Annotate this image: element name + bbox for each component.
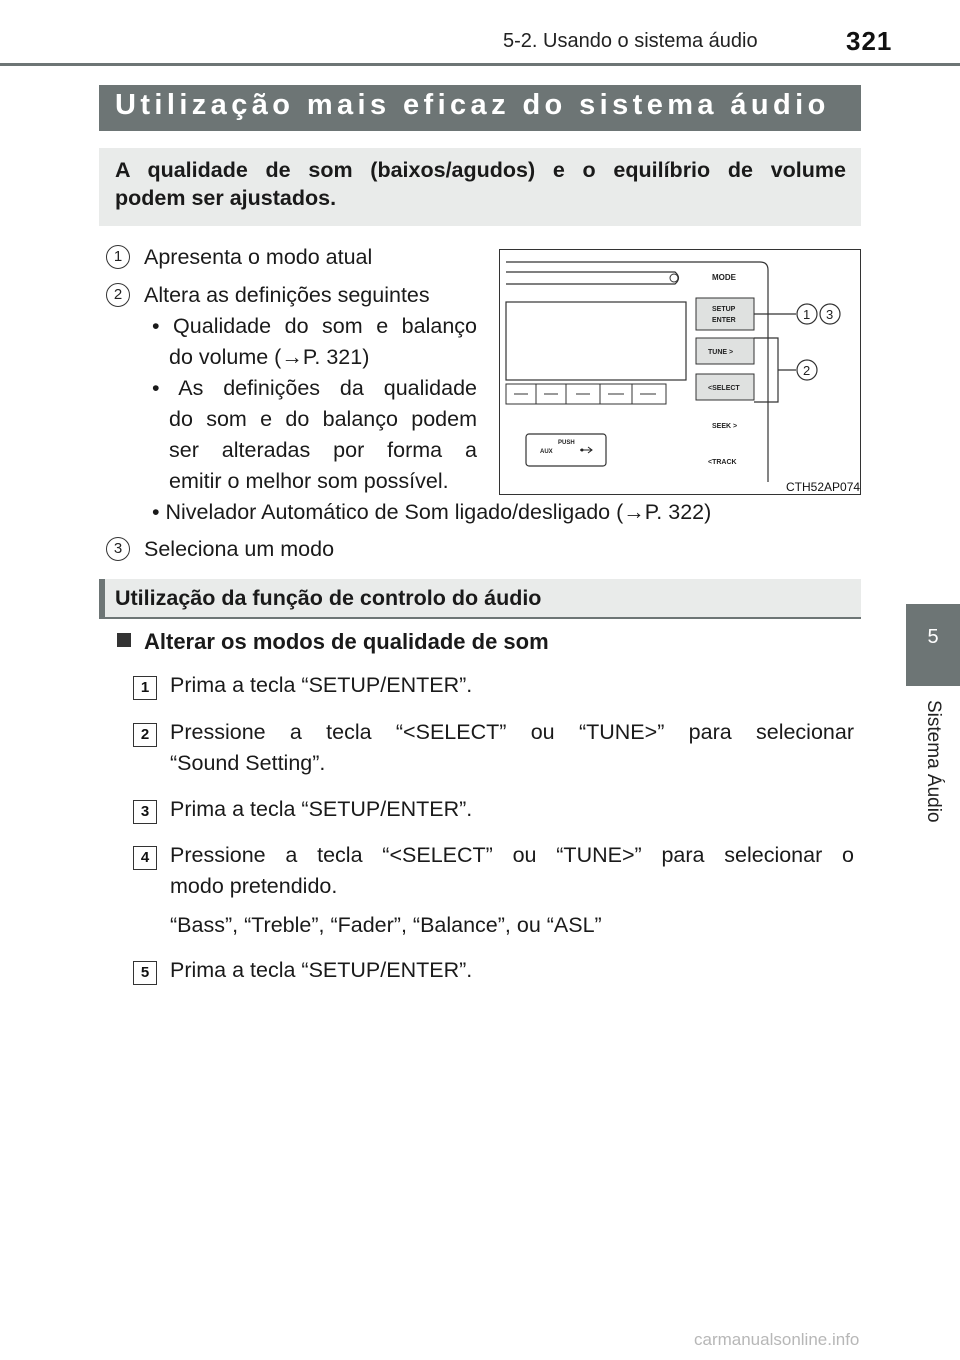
- watermark: carmanualsonline.info: [694, 1330, 860, 1349]
- track-button-label: <TRACK: [708, 459, 737, 466]
- aux-label: AUX: [540, 449, 553, 455]
- bullet-2-line-1: • As definições da qualidade: [152, 376, 477, 400]
- intro-line-2: podem ser ajustados.: [115, 186, 337, 210]
- section-heading: Alterar os modos de qualidade de som: [144, 629, 549, 654]
- step-number-5: 5: [133, 961, 157, 985]
- subheading-accent: [99, 579, 105, 619]
- bullet-1-line-1: • Qualidade do som e balanço: [152, 314, 477, 338]
- page-title: Utilização mais eficaz do sistema áudio: [115, 89, 830, 121]
- chapter-label-wrap: [906, 700, 960, 850]
- step-number-3: 3: [133, 800, 157, 824]
- tune-button-label: TUNE >: [708, 349, 734, 356]
- step-5-text: Prima a tecla “SETUP/ENTER”.: [170, 958, 473, 982]
- chapter-number: 5: [927, 626, 939, 648]
- callout-2-text: Altera as definições seguintes: [144, 283, 430, 307]
- square-bullet-icon: [117, 633, 131, 647]
- push-label: PUSH: [558, 440, 575, 446]
- step-1-text: Prima a tecla “SETUP/ENTER”.: [170, 673, 473, 697]
- callout-3-text: Seleciona um modo: [144, 537, 335, 561]
- bullet-2-line-4: emitir o melhor som possível.: [169, 469, 449, 493]
- callout-1-text: Apresenta o modo atual: [144, 245, 373, 269]
- chapter-label: Sistema Áudio: [923, 700, 944, 823]
- running-header-section: 5-2. Usando o sistema áudio: [503, 30, 758, 52]
- audio-panel-drawing: [500, 250, 860, 494]
- page-number: 321: [846, 26, 893, 56]
- figure-marker-1: 1: [803, 307, 811, 322]
- bullet-2-line-3: ser alteradas por forma a: [169, 438, 477, 462]
- step-3-text: Prima a tecla “SETUP/ENTER”.: [170, 797, 473, 821]
- select-button-label: <SELECT: [708, 385, 740, 392]
- figure-marker-2: 2: [803, 363, 811, 378]
- step-number-1: 1: [133, 676, 157, 700]
- header-rule: [0, 63, 960, 66]
- step-4-note: “Bass”, “Treble”, “Fader”, “Balance”, ou “ASL”: [170, 913, 602, 937]
- intro-line-1: A qualidade de som (baixos/agudos) e o equilíbrio de volume: [115, 158, 846, 182]
- step-number-4: 4: [133, 846, 157, 870]
- enter-button-label: ENTER: [712, 317, 736, 324]
- step-2-line-2: “Sound Setting”.: [170, 751, 326, 775]
- step-number-2: 2: [133, 723, 157, 747]
- callout-marker-1: 1: [106, 245, 130, 269]
- bullet-2-line-2: do som e do balanço podem: [169, 407, 477, 431]
- setup-button-label: SETUP: [712, 306, 736, 313]
- audio-panel-figure: [499, 249, 861, 495]
- subheading-text: Utilização da função de controlo do áudio: [115, 586, 542, 610]
- bullet-3-line-1: • Nivelador Automático de Som ligado/desligado (→P. 322): [152, 500, 712, 524]
- figure-caption: CTH52AP074: [786, 480, 861, 494]
- step-2-line-1: Pressione a tecla “<SELECT” ou “TUNE>” para selecionar: [170, 720, 854, 744]
- callout-marker-3: 3: [106, 537, 130, 561]
- bullet-1-line-2: do volume (→P. 321): [169, 345, 370, 369]
- mode-button-label: MODE: [712, 273, 736, 282]
- figure-marker-3: 3: [826, 307, 834, 322]
- seek-button-label: SEEK >: [712, 423, 738, 430]
- step-4-line-1: Pressione a tecla “<SELECT” ou “TUNE>” para selecionar o: [170, 843, 854, 867]
- step-4-line-2: modo pretendido.: [170, 874, 338, 898]
- callout-marker-2: 2: [106, 283, 130, 307]
